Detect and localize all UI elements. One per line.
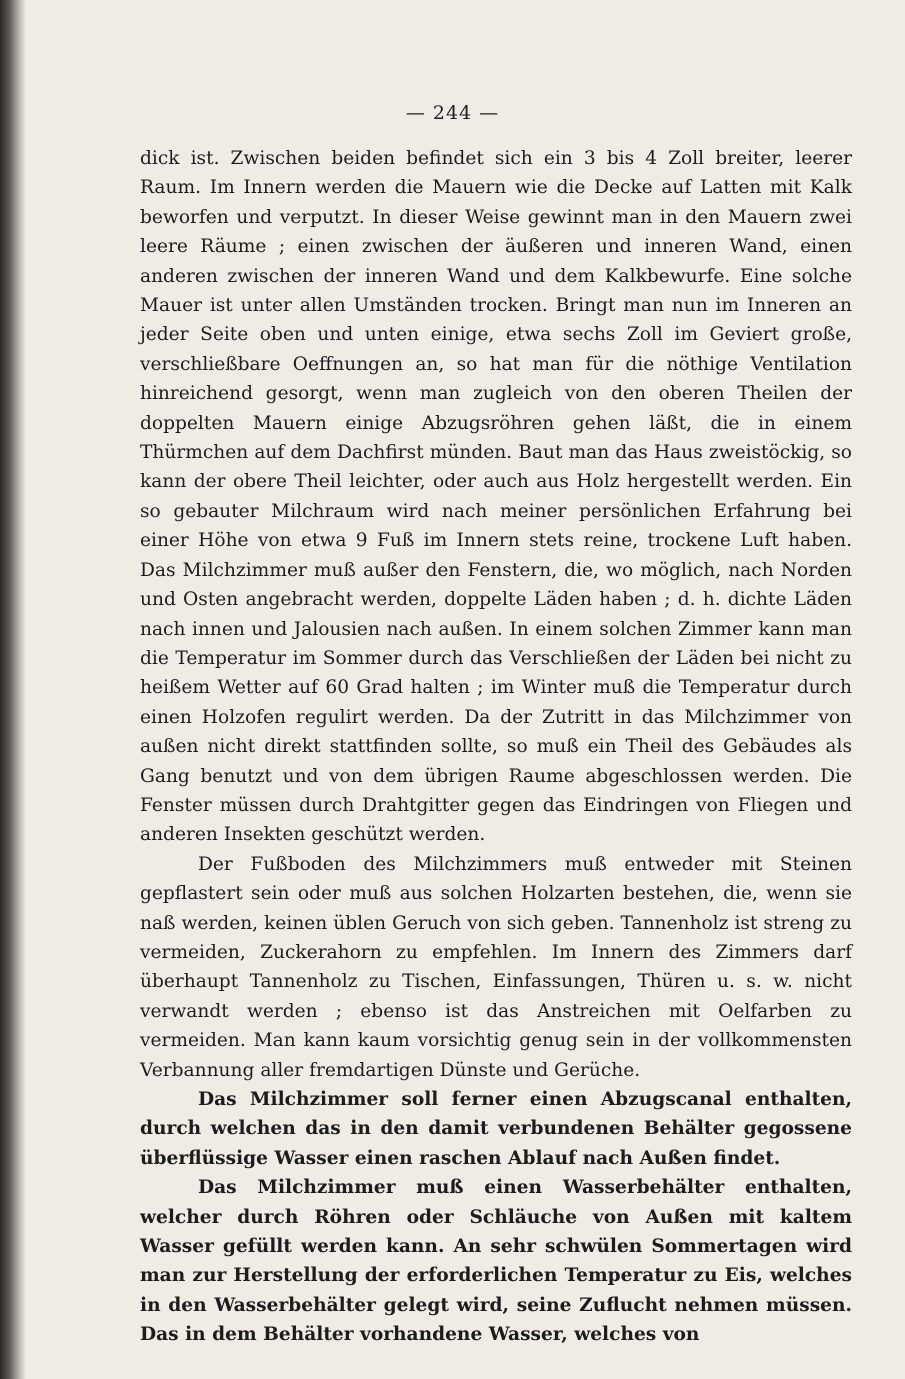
- paragraph-3: Das Milchzimmer soll ferner einen Abzugscanal enthalten, durch welchen das in den damit verbundenen Behälter gegossene überflüssige Wasser einen raschen Ablauf nach Außen findet.: [140, 1089, 852, 1169]
- paragraph-1: dick ist. Zwischen beiden befindet sich ein 3 bis 4 Zoll breiter, leerer Raum. Im Innern werden die Mauern wie die Decke auf Latten mit Kalk beworfen und verputzt. In dieser Weise gewinnt man in den Mauern zwei leere Räume ; einen zwischen der äußeren und inneren Wand, einen anderen zwischen der inneren Wand und dem Kalkbewurfe. Eine solche Mauer ist unter allen Umständen trocken. Bringt man nun im Inneren an jeder Seite oben und unten einige, etwa sechs Zoll im Geviert große, verschließbare Oeffnungen an, so hat man für die nöthige Ventilation hinreichend gesorgt, wenn man zugleich von den oberen Theilen der doppelten Mauern einige Abzugsröhren gehen läßt, die in einem Thürmchen auf dem Dachfirst münden. Baut man das Haus zweistöckig, so kann der obere Theil leichter, oder auch aus Holz hergestellt werden. Ein so gebauter Milchraum wird nach meiner persönlichen Erfahrung bei einer Höhe von etwa 9 Fuß im Innern stets reine, trockene Luft haben. Das Milchzimmer muß außer den Fenstern, die, wo möglich, nach Norden und Osten angebracht werden, doppelte Läden haben ; d. h. dichte Läden nach innen und Jalousien nach außen. In einem solchen Zimmer kann man die Temperatur im Sommer durch das Verschließen der Läden bei nicht zu heißem Wetter auf 60 Grad halten ; im Winter muß die Temperatur durch einen Holzofen regulirt werden. Da der Zutritt in das Milchzimmer von außen nicht direkt stattfinden sollte, so muß ein Theil des Gebäudes als Gang benutzt und von dem übrigen Raume abgeschlossen werden. Die Fenster müssen durch Drahtgitter gegen das Eindringen von Fliegen und anderen Insekten geschützt werden.: [140, 148, 852, 846]
- page-number: — 244 —: [405, 102, 500, 124]
- paragraph-4: Das Milchzimmer muß einen Wasserbehälter enthalten, welcher durch Röhren oder Schläuche von Außen mit kaltem Wasser gefüllt werden kann. An sehr schwülen Sommertagen wird man zur Herstellung der erforderlichen Temperatur zu Eis, welches in den Wasserbehälter gelegt wird, seine Zuflucht nehmen müssen. Das in dem Behälter vorhandene Wasser, welches von: [140, 1177, 852, 1346]
- paragraph-2: Der Fußboden des Milchzimmers muß entweder mit Steinen gepflastert sein oder muß aus solchen Holzarten bestehen, die, wenn sie naß werden, keinen üblen Geruch von sich geben. Tannenholz ist streng zu vermeiden, Zuckerahorn zu empfehlen. Im Innern des Zimmers darf überhaupt Tannenholz zu Tischen, Einfassungen, Thüren u. s. w. nicht verwandt werden ; ebenso ist das Anstreichen mit Oelfarben zu vermeiden. Man kann kaum vorsichtig genug sein in der vollkommensten Verbannung aller fremdartigen Dünste und Gerüche.: [140, 853, 852, 1081]
- page-binding-shadow: [0, 0, 26, 1379]
- body-text: [140, 144, 852, 1350]
